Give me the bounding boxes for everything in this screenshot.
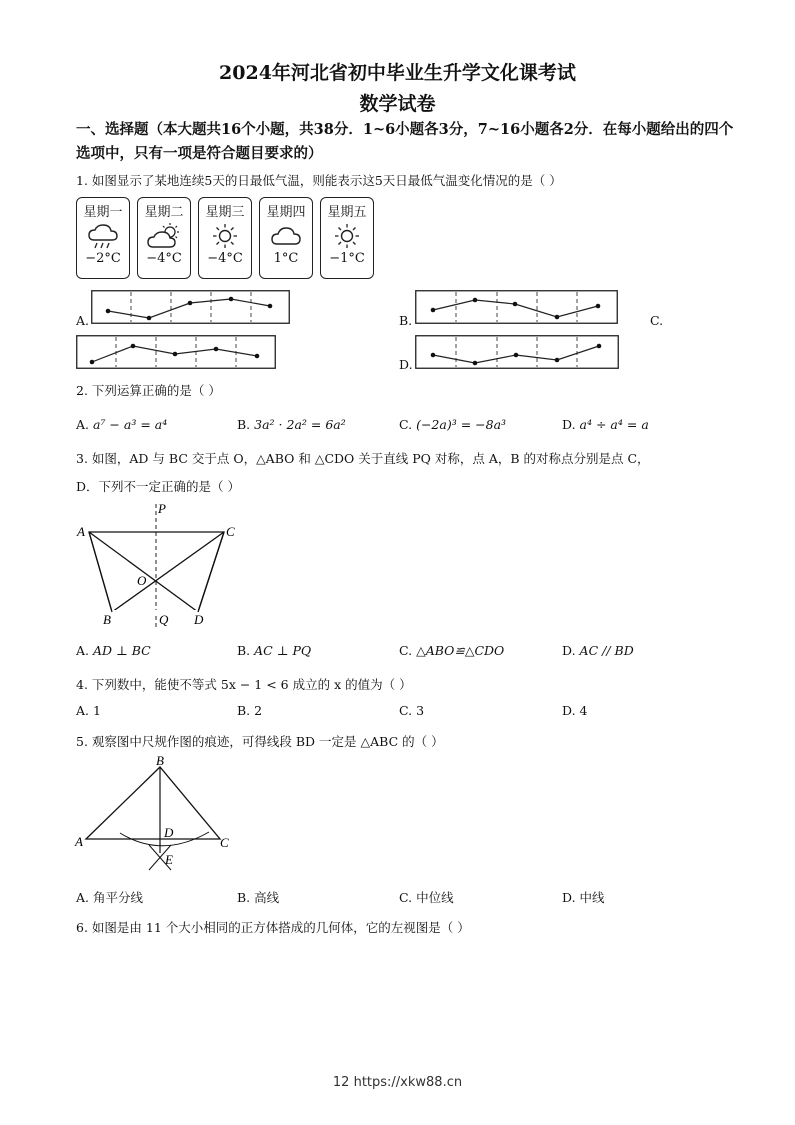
weather-temp: −4°C (207, 251, 243, 266)
weather-card-fri (320, 197, 374, 279)
option-expression: AC ⊥ PQ (254, 643, 312, 658)
q5-option-a: A. 角平分线 (76, 890, 143, 905)
q3-stem-line2: D．下列不一定正确的是（ ） (76, 479, 240, 494)
weather-day: 星期五 (327, 205, 367, 220)
option-label: D. (562, 643, 576, 658)
q3-option-d (562, 643, 634, 658)
label-c: C (226, 524, 235, 539)
q1-option-b-graph (415, 290, 618, 324)
q5-stem: 5. 观察图中尺规作图的痕迹，可得线段 BD 一定是 △ABC 的（ ） (76, 734, 444, 749)
label-d: D (194, 612, 204, 627)
q2-stem: 2. 下列运算正确的是（ ） (76, 383, 221, 398)
option-expression: AC // BD (579, 643, 634, 658)
q5-option-d: D. 中线 (562, 890, 605, 905)
weather-day: 星期四 (266, 205, 306, 220)
rain-cloud-icon (86, 222, 120, 250)
label-e: E (165, 852, 173, 867)
q1-option-d-label: D. (399, 357, 413, 372)
label-o: O (137, 573, 147, 588)
option-label: A. (76, 417, 90, 432)
q5-option-b: B. 高线 (237, 890, 280, 905)
q3-option-b (237, 643, 311, 658)
q3-option-c (399, 643, 504, 658)
q6-stem: 6. 如图是由 11 个大小相同的正方体搭成的几何体，它的左视图是（ ） (76, 920, 470, 935)
option-expression: △ABO≌△CDO (416, 643, 505, 658)
q5-figure (72, 755, 237, 877)
q4-option-b: B. 2 (237, 703, 263, 718)
q1-option-d-graph (415, 335, 619, 369)
q4-stem: 4. 下列数中，能使不等式 5x − 1 < 6 成立的 x 的值为（ ） (76, 677, 412, 692)
label-d: D (164, 825, 174, 840)
exam-subtitle: 数学试卷 (359, 93, 436, 115)
q3-stem-line1: 3. 如图，AD 与 BC 交于点 O，△ABO 和 △CDO 关于直线 PQ 对称，点 A，B 的对称点分别是点 C， (76, 451, 650, 466)
option-label: A. (76, 643, 90, 658)
sun-icon (330, 222, 364, 250)
weather-temp: −4°C (146, 251, 182, 266)
q2-option-a (76, 417, 167, 432)
section-heading: 一、选择题（本大题共16个小题，共38分．1~6小题各3分，7~16小题各2分．在每小题给出的四个选项中，只有一项是符合题目要求的） (76, 121, 734, 162)
weather-card-tue (137, 197, 191, 279)
option-expression: (−2a)³ = −8a³ (416, 417, 507, 432)
q1-stem: 1. 如图显示了某地连续5天的日最低气温，则能表示这5天日最低气温变化情况的是（ ） (76, 173, 562, 188)
label-a: A (75, 834, 83, 849)
q1-option-b-label: B. (399, 313, 413, 328)
weather-temp: −1°C (329, 251, 365, 266)
q1-option-c-label: C. (650, 313, 664, 328)
q4-option-d: D. 4 (562, 703, 588, 718)
q3-option-a (76, 643, 151, 658)
q1-option-a-graph (91, 290, 290, 324)
option-expression: a⁴ ÷ a⁴ = a (579, 417, 649, 432)
q4-option-a: A. 1 (76, 703, 101, 718)
q2-option-b (237, 417, 346, 432)
label-q: Q (159, 612, 169, 627)
option-expression: AD ⊥ BC (93, 643, 151, 658)
cloud-icon (269, 222, 303, 250)
option-expression: a⁷ − a³ = a⁴ (93, 417, 168, 432)
sun-cloud-icon (147, 222, 181, 250)
option-label: C. (399, 643, 413, 658)
option-label: C. (399, 417, 413, 432)
option-expression: 3a² · 2a² = 6a² (254, 417, 346, 432)
weather-temp: 1°C (273, 251, 299, 266)
option-label: B. (237, 417, 251, 432)
label-b: B (156, 755, 164, 768)
weather-temp: −2°C (85, 251, 121, 266)
option-label: B. (237, 643, 251, 658)
q3-figure (72, 500, 247, 630)
sun-icon (208, 222, 242, 250)
weather-card-thu (259, 197, 313, 279)
q4-option-c: C. 3 (399, 703, 425, 718)
q2-option-d (562, 417, 649, 432)
label-c: C (220, 835, 229, 850)
label-b: B (103, 612, 111, 627)
page-footer: 12 https://xkw88.cn (332, 1075, 463, 1090)
label-a: A (77, 524, 85, 539)
weather-day: 星期三 (205, 205, 245, 220)
weather-card-mon (76, 197, 130, 279)
weather-day: 星期一 (83, 205, 123, 220)
exam-title: 2024年河北省初中毕业生升学文化课考试 (219, 62, 576, 84)
label-p: P (158, 501, 166, 516)
q5-option-c: C. 中位线 (399, 890, 454, 905)
weather-day: 星期二 (144, 205, 184, 220)
weather-card-wed (198, 197, 252, 279)
q1-option-c-graph (76, 335, 276, 369)
q1-option-a-label: A. (76, 313, 90, 328)
q2-option-c (399, 417, 506, 432)
option-label: D. (562, 417, 576, 432)
